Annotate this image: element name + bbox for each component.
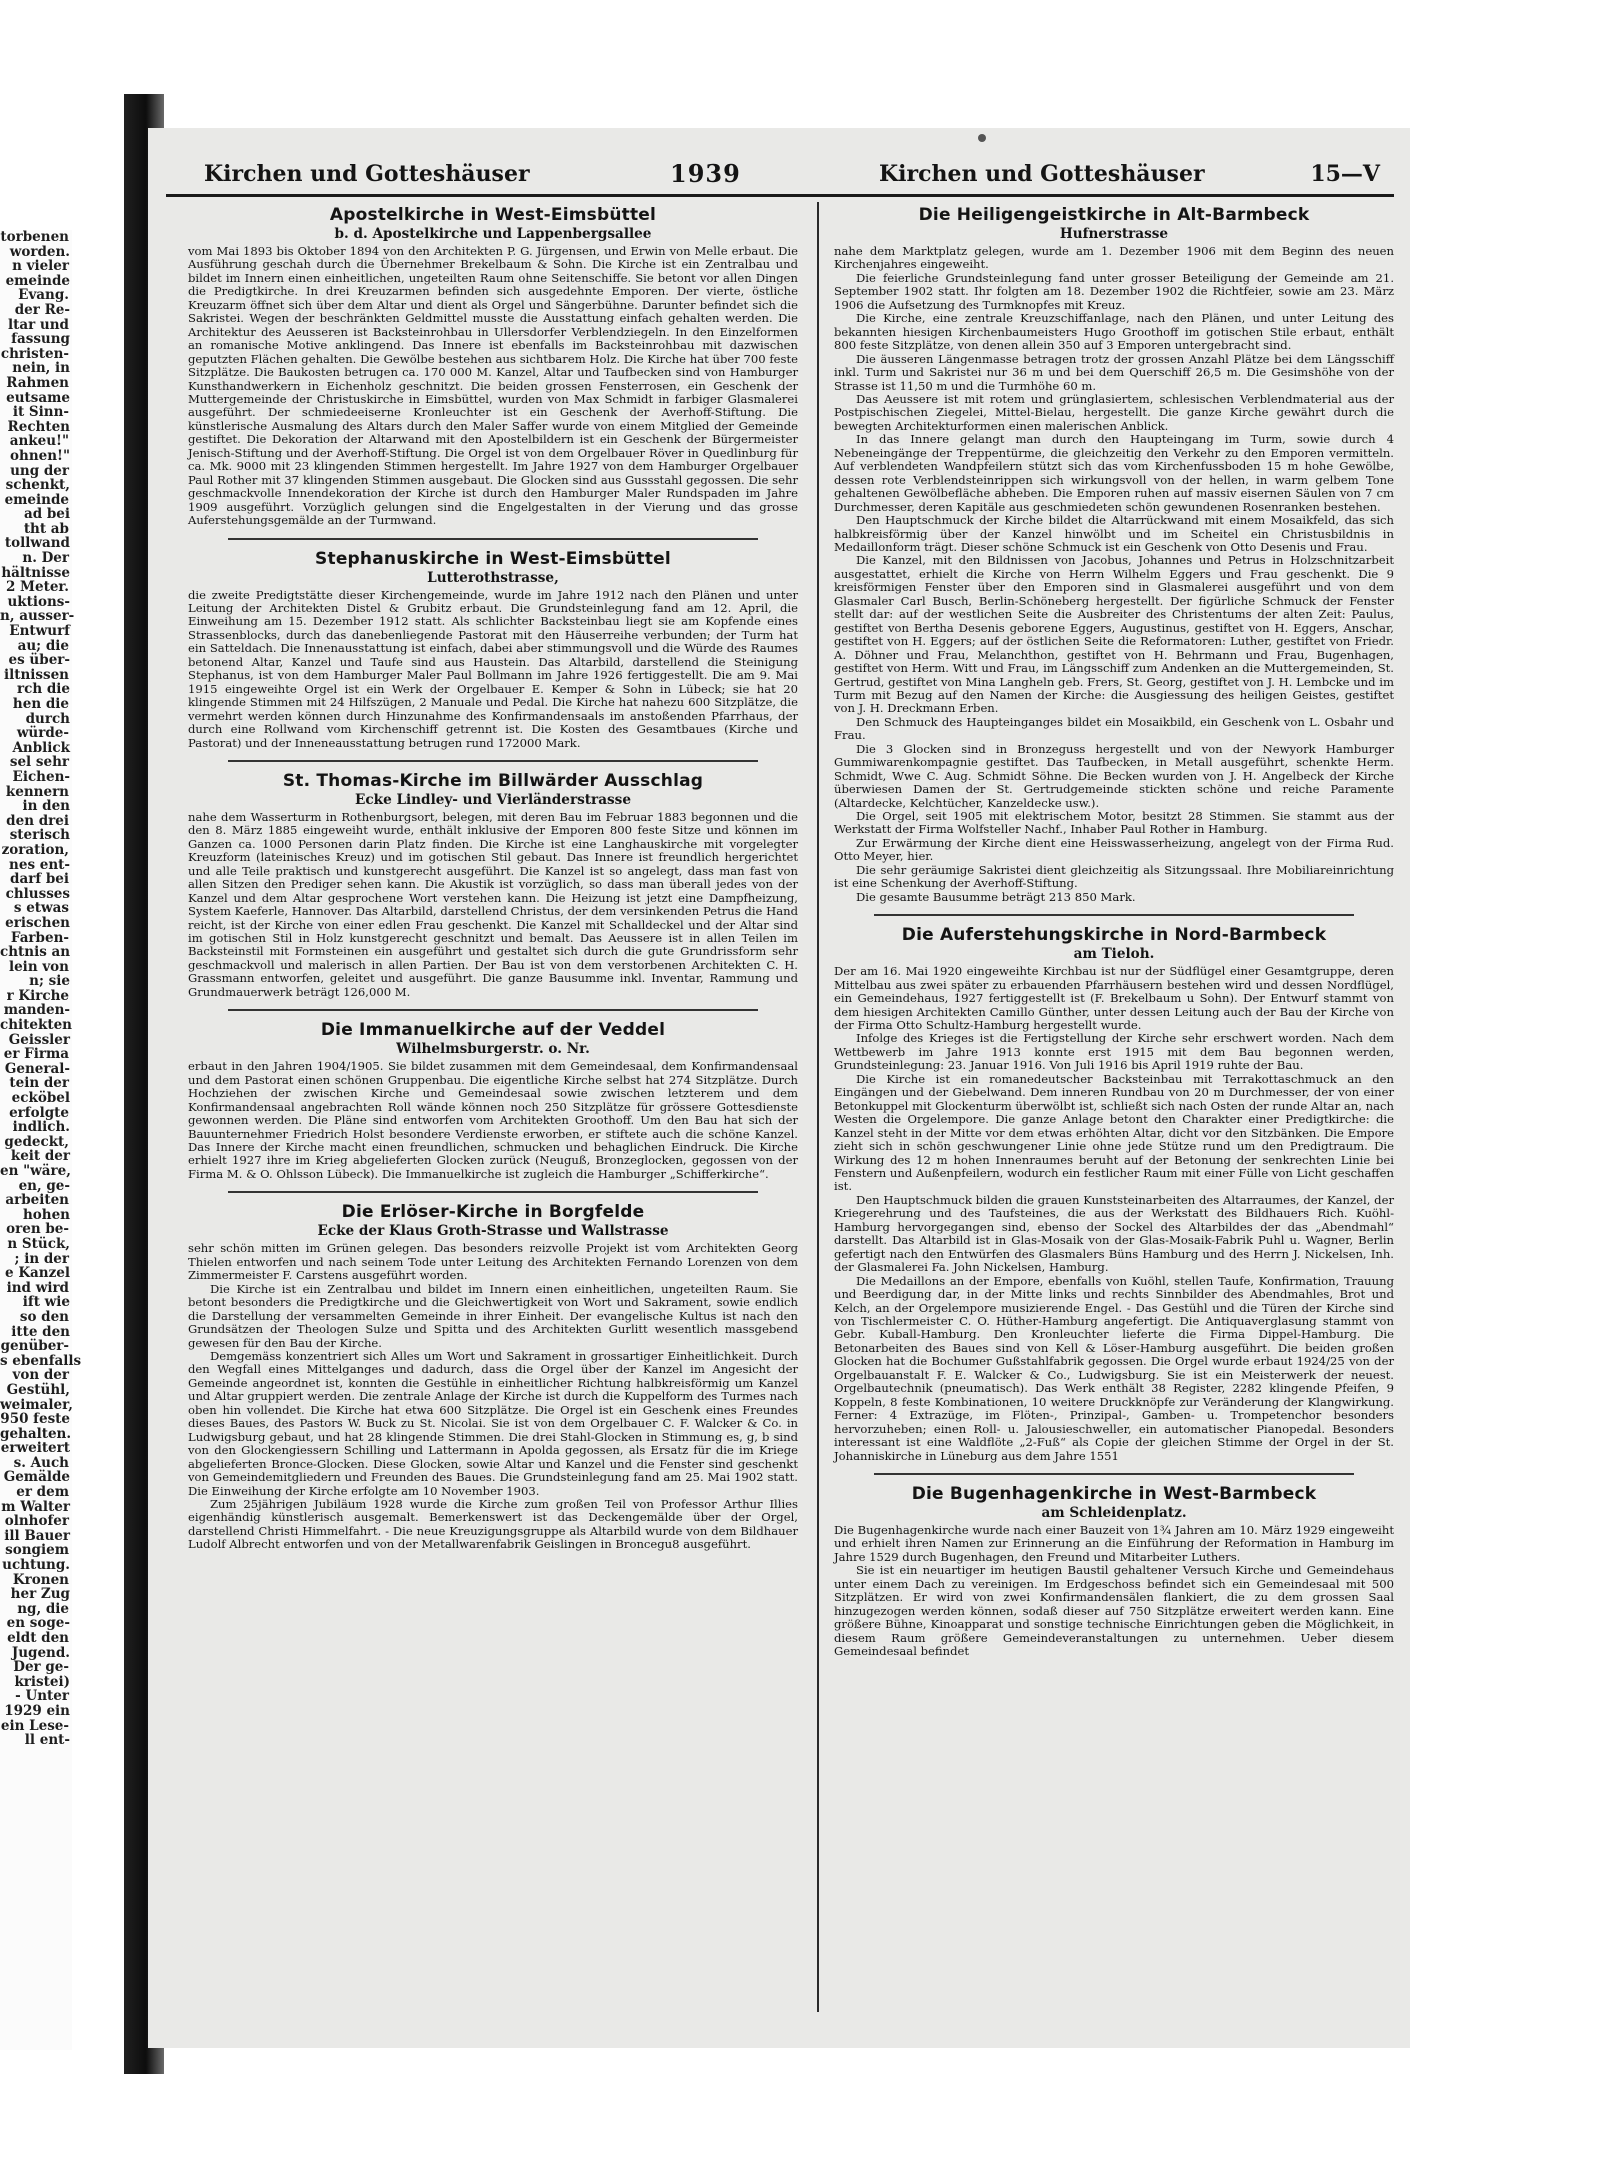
margin-fragment: indlich. — [12, 1119, 70, 1136]
margin-fragment: ; in der — [14, 1250, 69, 1267]
margin-fragment: tht ab — [23, 520, 69, 537]
margin-fragment: Gemälde — [3, 1469, 70, 1486]
article-title: Die Immanuelkirche auf der Veddel — [320, 1020, 666, 1041]
margin-fragment: keit der — [10, 1148, 70, 1165]
article-paragraph: die zweite Predigtstätte dieser Kirchengemeinde, wurde im Jahre 1912 nach den Plänen und unter Leitung der Architekten Distel & Grubitz erbaut. Die Grundsteinlegung fand am 12. April, die Einweihung am 15. Dezember 1912 statt. Als schlichter Backsteinbau liegt sie am Kopfende eines Strassenblocks, durch das danebenliegende Pastorat mit den Häuserreihe verbunden; der Turm hat ein Satteldach. Die Innenausstattung ist einfach, dabei aber stimmungsvoll und die Würde des Raumes betonend Altar, Kanzel und Taufe sind aus Haustein. Das Altarbild, darstellend die Steinigung Stephanus, ist von dem Hamburger Maler Paul Bollmann im Jahre 1926 fertiggestellt. Die am 9. Mai 1915 eingeweihte Orgel ist ein Werk der Orgelbauer E. Kemper & Sohn in Lübeck; sie hat 20 klingende Stimmen mit 24 Hilfszügen, 2 Manuale und Pedal. Die Kirche hat nahezu 600 Sitzplätze, die vermehrt werden können durch Hinzunahme des Konfirmandensaals im anstoßenden Pfarrhaus, der durch eine Rollwand vom Kirchenschiff getrennt ist. Die Kosten des Gesamtbaues (Kirche und Pastorat) und der Inneneausstattung betrugen rund 172000 Mark. — [188, 587, 798, 750]
margin-fragment: arbeiten — [5, 1192, 69, 1209]
margin-fragment: ift wie — [22, 1294, 70, 1311]
article-paragraph: Die sehr geräumige Sakristei dient gleichzeitig als Sitzungssaal. Ihre Mobiliareinrichtung ist eine Schenkung der Averhoff-Stiftung. — [834, 862, 1394, 891]
margin-fragment: uktions- — [7, 593, 70, 610]
margin-fragment: eldt den — [7, 1630, 69, 1646]
margin-fragment: nes ent- — [9, 856, 70, 873]
article-title: Die Bugenhagenkirche in West-Barmbeck — [911, 1483, 1317, 1504]
article-paragraph: Die feierliche Grundsteinlegung fand unter grosser Beteiligung der Gemeinde am 21. September 1902 statt. Ihr folgten am 18. Dezember 1902 die Richtfeier, sowie am 23. März 1906 die Aufsetzung des Turmknopfes mit Kreuz. — [834, 270, 1394, 312]
right-column — [834, 204, 1394, 2024]
margin-fragment: tollwand — [4, 535, 70, 552]
margin-fragment: genüber- — [0, 1338, 69, 1355]
article-separator — [228, 1191, 758, 1193]
margin-fragment: er Firma — [3, 1046, 69, 1063]
article-separator — [228, 1009, 758, 1011]
article-separator — [228, 760, 758, 762]
margin-fragment: ng, die — [17, 1600, 69, 1617]
margin-fragment: 950 feste — [0, 1411, 70, 1428]
article-separator — [228, 538, 758, 540]
margin-fragment: der Re- — [14, 301, 70, 318]
margin-fragment: gedeckt, — [4, 1133, 69, 1150]
margin-fragment: ill Bauer — [4, 1527, 70, 1544]
margin-fragment: r Kirche — [6, 987, 69, 1004]
article-paragraph: sehr schön mitten im Grünen gelegen. Das besonders reizvolle Projekt ist vom Architekten Georg Thielen entworfen und nach seinem Tode unter Leitung des Architekten Fernando Lorenzen von dem Zimmermeister F. Carstens ausgeführt worden. — [188, 1241, 798, 1283]
margin-fragment: en soge- — [6, 1615, 70, 1632]
article-body — [188, 1060, 798, 1181]
article-paragraph: Den Schmuck des Haupteinganges bildet ein Mosaikbild, ein Geschenk von L. Osbahr und Frau. — [834, 714, 1394, 743]
margin-fragment: fassung — [11, 331, 70, 348]
margin-fragment: ltar und — [8, 316, 69, 333]
margin-fragment: n vieler — [12, 258, 69, 275]
article-paragraph: nahe dem Marktplatz gelegen, wurde am 1. Dezember 1906 mit dem Beginn des neuen Kirchenjahres eingeweiht. — [834, 244, 1394, 272]
article-subtitle: Wilhelmsburgerstr. o. Nr. — [396, 1041, 590, 1058]
article-paragraph: erbaut in den Jahren 1904/1905. Sie bildet zusammen mit dem Gemeindesaal, dem Konfirmandensaal und dem Pastorat einen schönen Gruppenbau. Die eigentliche Kirche selbst hat 274 Sitzplätze. Durch Hochziehen der zwischen Kirche und Gemeindesaal sowie zwischen letzterem und dem Konfirmandensaal angebrachten Roll wände können noch 250 Sitzplätze für grössere Gottesdienste gewonnen werden. Die Pläne sind entworfen vom Architekten Groothoff. Um den Bau hat sich der Bauunternehmer Friedrich Holst besondere Verdienste erworben, er stiftete auch die schöne Kanzel. Das Innere der Kirche macht einen freundlichen, schmucken und behaglichen Eindruck. Die Kirche erhielt 1927 ihre im Krieg abgelieferten Glocken zurück (Neuguß, Bronzeglocken, gegossen von der Firma M. & O. Ohlsson Lübeck). Die Immanuelkirche ist zugleich die Hamburger „Schifferkirche“. — [188, 1059, 798, 1181]
header-year: 1939 — [670, 159, 741, 188]
margin-fragment: au; die — [17, 637, 69, 654]
running-header — [174, 160, 1390, 190]
margin-fragment: ind wird — [6, 1279, 69, 1296]
margin-fragment: kristei) — [14, 1673, 70, 1690]
margin-fragment: chlusses — [5, 885, 70, 902]
margin-fragment: n, ausser- — [0, 608, 75, 625]
article-paragraph: Die Bugenhagenkirche wurde nach einer Bauzeit von 1¾ Jahren am 10. März 1929 eingeweiht und erhielt ihren Namen zur Erinnerung an die Einführung der Reformation in Hamburg im Jahre 1529 durch Bugenhagen, den Freund und Mitarbeiter Luthers. — [834, 1522, 1394, 1564]
article-body — [188, 1242, 798, 1551]
header-left-title: Kirchen und Gotteshäuser — [204, 161, 530, 187]
column-divider — [817, 202, 819, 2012]
margin-fragment: kennern — [5, 783, 69, 800]
margin-fragment: Geissler — [8, 1031, 70, 1048]
margin-fragment: m Walter — [1, 1498, 70, 1515]
margin-fragment: Farben- — [10, 929, 69, 946]
margin-fragment: tein der — [9, 1075, 69, 1092]
article-subtitle: Ecke Lindley- und Vierländerstrasse — [355, 791, 631, 808]
margin-fragment: würde- — [16, 725, 69, 742]
article-paragraph: Das Aeussere ist mit rotem und grünglasiertem, schlesischen Verblendmaterial aus der Postpischischen Ziegelei, Mittel-Bielau, hergestellt. Die ganze Kirche gewährt durch die bewegten Architekturformen einen malerischen Anblick. — [834, 391, 1394, 433]
margin-fragment: oren be- — [6, 1221, 69, 1238]
margin-fragment: torbenen — [0, 229, 69, 245]
article-paragraph: Die Kirche ist ein Zentralbau und bildet im Innern einen einheitlichen, ungeteilten Raum. Sie betont besonders die Predigtkirche und die Gleichwertigkeit von Wort und Sakrament, sowie endlich die Darstellung der versammelten Gemeinde in ihrer Einheit. Der evangelische Kultus ist nach den Grundsätzen der Theologen Sulze und Spitta und des Architekten Gurlitt wesentlich massgebend gewesen für den Bau der Kirche. — [188, 1281, 798, 1350]
article-body — [188, 245, 798, 528]
left-column — [188, 204, 798, 2024]
margin-fragment: en "wäre, — [0, 1163, 71, 1179]
margin-fragment: hältnisse — [1, 564, 70, 581]
margin-fragment: darf bei — [10, 871, 69, 888]
margin-fragment: hen die — [12, 696, 69, 712]
article-title: St. Thomas-Kirche im Billwärder Ausschlag — [282, 770, 704, 791]
article-paragraph: vom Mai 1893 bis Oktober 1894 von den Architekten P. G. Jürgensen, und Erwin von Melle erbaut. Die Ausführung geschah durch die Übernehmer Brekelbaum & Sohn. Die Kirche ist ein Zentralbau und bildet im Innern einen einheitlichen, ungeteilten Raum ohne Seitenschiffe. Sie betont vor allen Dingen die Predigtkirche. In drei Kreuzarmen befinden sich ausgedehnte Emporen. Der vierte, östliche Kreuzarm öffnet sich über dem Altar und dient als Orgel und Sängerbühne. Darunter befindet sich die Sakristei. Wegen der beschränkten Geldmittel musste die Ausstattung einfach gehalten werden. Die Architektur des Aeusseren ist Backsteinrohbau in Ullersdorfer Verblendziegeln. In den Einzelformen an romanische Motive anklingend. Das Innere ist ebenfalls im Backsteinrohbau mit dazwischen geputzten Flächen gehalten. Die Gewölbe bestehen aus sichtbarem Holz. Die Kirche hat über 700 feste Sitzplätze. Die Baukosten betrugen ca. 170 000 M. Kanzel, Altar und Taufbecken sind von Hamburger Kunsthandwerkern in Eichenholz geschnitzt. Die beiden grossen Fensterrosen, ein Geschenk der Muttergemeinde der Christuskirche in Eimsbüttel, wurden von Max Schmidt in farbiger Glasmalerei ausgeführt. Der schmiedeeiserne Kronleuchter ist ein Geschenk der Averhoff-Stiftung. Die künstlerische Ausmalung des Altars durch den Maler Saffer wurde von einem Mitglied der Gemeinde gestiftet. Die Dekoration der Altarwand mit den Apostelbildern ist ein Geschenk der Bürgermeister Jenisch-Stiftung und der Averhoff-Stiftung. Die Orgel ist von dem Orgelbauer Röver in Quedlinburg für ca. Mk. 9000 mit 23 klingenden Stimmen hergestellt. Im Jahre 1927 von dem Hamburger Orgelbauer Paul Rother mit 37 klingenden Stimmen ausgebaut. Die Glocken sind aus Gussstahl gegossen. Die sehr geschmackvolle Innendekoration der Kirche ist durch den Hamburger Maler Rundspaden im Jahre 1909 ausgeführt. Vorzüglich gelungen sind die Engelgestalten in der Vierung und das grosse Auferstehungsgemälde an der Turmwand. — [188, 244, 798, 528]
article — [834, 204, 1394, 904]
margin-fragment: ad bei — [23, 506, 70, 523]
article-paragraph: Die Orgel, seit 1905 mit elektrischem Motor, besitzt 28 Stimmen. Sie stammt aus der Werkstatt der Firma Wolfsteller Nachf., Inhaber Paul Rother in Hamburg. — [834, 809, 1394, 837]
article-title: Die Heiligengeistkirche in Alt-Barmbeck — [918, 205, 1310, 225]
margin-fragment: in den — [22, 798, 70, 815]
margin-fragment: Der ge- — [13, 1659, 69, 1676]
margin-fragment: Kronen — [12, 1571, 69, 1588]
article-body — [834, 965, 1394, 1463]
margin-fragment: er dem — [16, 1484, 69, 1501]
margin-fragment: gehalten. — [0, 1425, 72, 1442]
article — [188, 760, 798, 999]
margin-fragment: chtnis an — [0, 944, 71, 961]
margin-fragment: itte den — [11, 1323, 70, 1340]
margin-fragment: erweitert — [0, 1440, 70, 1457]
margin-fragment: uchtung. — [2, 1557, 70, 1574]
margin-fragment: emeinde — [4, 491, 69, 508]
margin-fragment: chitekten — [0, 1017, 72, 1034]
article-paragraph: Die Kanzel, mit den Bildnissen von Jacobus, Johannes und Petrus in Holzschnitzarbeit ausgestattet, erhielt die Kirche von Herrn Wilhelm Eggers und Frau geschenkt. Die 9 kreisförmigen Fenster über den Emporen sind in Glasmalerei ausgeführt und von dem Glasmaler Carl Busch, Berlin-Schöneberg hergestellt. Der figürliche Schmuck der Fenster stellt dar: auf der westlichen Seite die Ausbreiter des Christentums der alten Zeit: Paulus, gestiftet von Bertha Desenis geborene Eggers, Augustinus, gestiftet von H. Eggers, Anschar, gestiftet von H. Eggers; auf der östlichen Seite die Reformatoren: Luther, gestiftet von Friedr. A. Döhner und Frau, Melanchthon, gestiftet von H. Behrmann und Frau, Bugenhagen, gestiftet von Herm. Witt und Frau, im Längsschiff zum Andenken an die Muttergemeinden, St. Gertrud, gestiftet von Mina Langheln geb. Frers, St. Georg, gestiftet von J. H. Lembcke und im Turm mit Bezug auf den Namen der Kirche: die Ausgiessung des heiligen Geistes, gestiftet von J. H. Dreckmann Erben. — [834, 553, 1394, 716]
margin-fragment: erfolgte — [9, 1104, 69, 1121]
margin-fragment: sterisch — [9, 827, 70, 844]
margin-fragment: n Stück, — [7, 1235, 70, 1252]
article-paragraph: Infolge des Krieges ist die Fertigstellung der Kirche sehr erschwert worden. Nach dem Wettbewerb im Jahre 1913 konnte erst 1915 mit dem Bau begonnen werden, Grundsteinlegung: 23. Januar 1916. Von Juli 1916 bis April 1919 ruhte der Bau. — [834, 1031, 1394, 1073]
article — [188, 538, 798, 750]
margin-fragment: zoration, — [1, 841, 69, 858]
header-rule — [166, 194, 1394, 197]
article-paragraph: Der am 16. Mai 1920 eingeweihte Kirchbau ist nur der Südflügel einer Gesamtgruppe, deren Mittelbau aus zwei später zu erbauenden Pfarrhäusern bestehen wird und dessen Nordflügel, ein Gemeindehaus, 1927 fertiggestellt ist (F. Brekelbaum u Sohn). Der Entwurf stammt von dem hiesigen Architekten Camillo Günther, unter dessen Leitung auch der Bau der Kirche von der Firma Otto Schultz-Hamburg hergestellt wurde. — [834, 964, 1394, 1033]
margin-fragment: Rahmen — [6, 374, 69, 391]
article-paragraph: Die 3 Glocken sind in Bronzeguss hergestellt und von der Newyork Hamburger Gummiwarenkompagnie gestiftet. Das Taufbecken, in Metall ausgeführt, schenkte Herm. Schmidt, Wwe C. Aug. Schmidt Söhne. Die Becken wurden von J. H. Angelbeck der Kirche überwiesen Damen der St. Gertrudgemeinde stickten schöne und reiche Paramente (Altardecke, Kelchtücher, Kanzeldecke usw.). — [834, 741, 1394, 810]
article-separator — [874, 1473, 1354, 1475]
margin-fragment: schenkt, — [5, 477, 70, 494]
article-paragraph: Die Medaillons an der Empore, ebenfalls von Kuöhl, stellen Taufe, Konfirmation, Trauung und Beerdigung dar, in der Mitte links und rechts Sinnbilder des Abendmahles, Brot und Kelch, an der Orgelempore musizierende Engel. - Das Gestühl und die Türen der Kirche sind von Tischlermeister C. O. Hüther-Hamburg angefertigt. Die Antiquaverglasung stammt von Gebr. Kuball-Hamburg. Den Kronleuchter lieferte die Firma Dippel-Hamburg. Die Betonarbeiten des Baues sind von Kell & Löser-Hamburg ausgeführt. Die beiden großen Glocken hat die Bochumer Gußstahlfabrik gegossen. Die Orgel wurde erbaut 1924/25 von der Orgelbauanstalt F. E. Walcker & Co., Ludwigsburg. Sie ist ein Meisterwerk der neuest. Orgelbautechnik (pneumatisch). Das Werk enthält 38 Register, 2282 klingende Pfeifen, 9 Koppeln, 8 feste Kombinationen, 10 weitere Druckknöpfe zur Veränderung der Klangwirkung. Ferner: 4 Extrazüge, im Flöten-, Prinzipal-, Gamben- u. Trompetenchor besonders hervorzuheben; einen Roll- u. Jalousieschweller, ein automatischer Pianopedal. Besonders interessant ist eine Waldflöte „2-Fuß“ als Copie der gleichen Stimme der Orgel in der St. Johanniskirche in Lüneburg aus dem Jahre 1551 — [834, 1273, 1394, 1463]
ink-dot — [978, 134, 986, 142]
adjacent-page-fragment — [0, 229, 82, 2050]
article-body — [188, 589, 798, 750]
margin-fragment: den drei — [6, 812, 69, 829]
margin-fragment: n. Der — [22, 550, 69, 567]
margin-fragment: Evang. — [18, 287, 69, 304]
article-subtitle: Ecke der Klaus Groth-Strasse und Wallstrasse — [317, 1223, 669, 1240]
margin-fragment: 1929 ein — [4, 1702, 70, 1719]
margin-fragment: eutsame — [6, 389, 70, 406]
article-title: Stephanuskirche in West-Eimsbüttel — [315, 548, 671, 569]
article-body — [834, 1524, 1394, 1659]
margin-fragment: General- — [4, 1060, 70, 1077]
margin-fragment: durch — [25, 710, 70, 727]
article-separator — [874, 914, 1354, 916]
margin-fragment: es über- — [8, 652, 70, 669]
article-subtitle: am Schleidenplatz. — [1041, 1504, 1187, 1521]
margin-fragment: ung der — [10, 462, 69, 479]
margin-fragment: manden- — [3, 1002, 70, 1019]
article-paragraph: In das Innere gelangt man durch den Haupteingang im Turm, sowie durch 4 Nebeneingänge der Treppentürme, die gleichzeitig den Verkehr zu den Emporen vermitteln. Auf verblendeten Wandpfeilern stützt sich das vom Kirchenfussboden 15 m hohe Gewölbe, dessen rote Verblendsteinrippen sich wirkungsvoll von der hellen, in warm gelbem Tone gehaltenen Gewölbefläche abheben. Die Emporen ruhen auf massiv eisernen Säulen von 7 cm Durchmesser, deren Kapitäle aus geschmiedeten schön gewundenen Rosenranken bestehen. — [834, 432, 1394, 514]
margin-fragment: s etwas — [13, 900, 69, 917]
article-paragraph: Demgemäss konzentriert sich Alles um Wort und Sakrament in grossartiger Einheitlichkeit. Durch den Wegfall eines Mittelganges und dadurch, dass die Orgel über der Kanzel im Angesicht der Gemeinde angeordnet ist, konnten die Gestühle in einheitlicher Richtung halbkreisförmig um Kanzel und Altar gruppiert werden. Die zentrale Anlage der Kirche ist durch die Kuppelform des Turmes nach oben hin vollendet. Die Kirche hat etwa 600 Sitzplätze. Die Orgel ist ein Geschenk eines Freundes dieses Baues, des Pastors W. Buck zu St. Nicolai. Sie ist von dem Orgelbauer C. F. Walcker & Co. in Ludwigsburg gebaut, und hat 28 klingende Stimmen. Die drei Stahl-Glocken in Stimmung es, g, b sind von den Glockengiessern Schilling und Lattermann in Apolda gegossen, als Ersatz für die im Kriege abgelieferten Bronce-Glocken. Diese Glocken, sowie Altar und Kanzel und die Fenster sind geschenkt von Gemeindemitgliedern und Freunden des Baues. Die Grundsteinlegung fand am 25. Mai 1902 statt. Die Einweihung der Kirche erfolgte am 10 November 1903. — [188, 1349, 798, 1498]
page-number: 15—V — [1310, 161, 1380, 187]
article-paragraph: Zur Erwärmung der Kirche dient eine Heisswasserheizung, angelegt von der Firma Rud. Otto Meyer, hier. — [834, 835, 1394, 864]
article — [188, 204, 798, 528]
margin-fragment: erischen — [5, 914, 70, 931]
margin-fragment: emeinde — [5, 272, 70, 289]
margin-fragment: it Sinn- — [12, 404, 69, 421]
margin-fragment: ll ent- — [24, 1732, 70, 1749]
margin-fragment: rch die — [16, 681, 70, 698]
margin-fragment: Rechten — [7, 418, 70, 435]
margin-fragment: hohen — [22, 1206, 70, 1223]
margin-fragment: weimaler, — [0, 1396, 73, 1413]
margin-fragment: n; sie — [29, 973, 70, 990]
margin-fragment: ecköbel — [11, 1090, 70, 1107]
margin-fragment: e Kanzel — [5, 1265, 70, 1282]
margin-fragment: ankeu!" — [9, 433, 69, 450]
margin-fragment: von der — [12, 1367, 69, 1384]
article-paragraph: Sie ist ein neuartiger im heutigen Baustil gehaltener Versuch Kirche und Gemeindehaus unter einem Dach zu vereinigen. Im Erdgeschoss befindet sich ein Gemeindesaal mit 500 Sitzplätzen. Er wird von zwei Konfirmandensälen flankiert, die zu dem grossen Saal hinzugezogen werden können, sodaß dieser auf 750 Sitzplätze erweitert werden kann. Eine größere Bühne, Kinoapparat und sonstige technische Einrichtungen geben die Möglichkeit, in diesem Raum größere Gemeindeveranstaltungen zu unternehmen. Ueber diesem Gemeindesaal befindet — [834, 1563, 1394, 1659]
article-title: Apostelkirche in West-Eimsbüttel — [329, 205, 657, 225]
article-subtitle: Hufnerstrasse — [1059, 226, 1169, 242]
margin-fragment: Jugend. — [11, 1644, 70, 1661]
margin-fragment: Anblick — [12, 739, 70, 756]
margin-fragment: iltnissen — [3, 666, 69, 683]
margin-fragment: Entwurf — [9, 623, 70, 640]
margin-fragment: her Zug — [10, 1586, 70, 1603]
article-paragraph: Den Hauptschmuck bilden die grauen Kunststeinarbeiten des Altarraumes, der Kanzel, der Kriegerehrung und des Taufsteines, die aus der Werkstatt des Bildhauers Rich. Kuöhl-Hamburg hervorgegangen sind, ebenso der Sockel des Altarbildes der das „Abendmahl“ darstellt. Das Altarbild ist in Glas-Mosaik von der Glas-Mosaik-Fabrik Puhl u. Wagner, Berlin gefertigt nach den Entwürfen des Glasmalers Büns Hamburg und des Herrn J. Nickelsen, Inh. der Glasmalerei Fa. John Nickelsen, Hamburg. — [834, 1192, 1394, 1275]
newspaper-page — [148, 128, 1410, 2048]
article-subtitle: b. d. Apostelkirche und Lappenbergsallee — [334, 226, 652, 242]
header-right-title: Kirchen und Gotteshäuser — [879, 161, 1205, 187]
margin-fragment: en, ge- — [18, 1177, 70, 1194]
article-title: Die Erlöser-Kirche in Borgfelde — [341, 1202, 645, 1223]
margin-fragment: Gestühl, — [6, 1381, 70, 1398]
article — [188, 1009, 798, 1181]
article-paragraph: Die äusseren Längenmasse betragen trotz der grossen Anzahl Plätze bei dem Längsschiff inkl. Turm und Sakristei nur 36 m und bei dem Querschiff 26,5 m. Die Gesimshöhe von der Strasse ist 11,50 m und die Turmhöhe 60 m. — [834, 351, 1394, 393]
article-subtitle: am Tieloh. — [1073, 946, 1155, 963]
margin-fragment: christen- — [0, 345, 69, 362]
margin-fragment: s. Auch — [13, 1454, 69, 1471]
article — [834, 914, 1394, 1463]
article-title: Die Auferstehungskirche in Nord-Barmbeck — [901, 925, 1327, 946]
margin-fragment: songiem — [5, 1542, 69, 1559]
article-subtitle: Lutterothstrasse, — [427, 569, 559, 586]
article — [188, 1191, 798, 1551]
article-paragraph: Die Kirche ist ein romanedeutscher Backsteinbau mit Terrakottaschmuck an den Eingängen und der Giebelwand. Dem inneren Rundbau von 20 m Durchmesser, der von einer Betonkuppel mit Glockenturm überwölbt ist, schließt sich nach Osten der runde Altar an, nach Westen die Orgelempore. Die ganze Anlage betont den Charakter einer Predigtkirche: die Kanzel steht in der Mitte vor dem etwas erhöhten Altar, dicht vor den Sitzbänken. Die Empore zieht sich in schön geschwungener Linie ohne jede Stütze rund um den Predigtraum. Die Wirkung des 12 m hohen Innenraumes beruht auf der Betonung der senkrechten Linie bei Fenstern und Außenpfeilern, wodurch ein festlicher Raum mit einer Fülle von Licht geschaffen ist. — [834, 1071, 1394, 1194]
article-paragraph: nahe dem Wasserturm in Rothenburgsort, belegen, mit deren Bau im Februar 1883 begonnen und die den 8. März 1885 eingeweiht wurde, enthält inklusive der Emporen 800 feste Sitze und können im Ganzen ca. 1000 Personen darin Platz finden. Die Kirche ist eine Langhauskirche mit vorgelegter Kreuzform (lateinisches Kreuz) und im gotischen Stil gebaut. Das Innere ist freundlich hergerichtet und alle Teile praktisch und kunstgerecht ausgeführt. Die Kanzel ist so angelegt, dass man fast von allen Sitzen den Prediger sehen kann. Die Akustik ist vorzüglich, so dass man überall jedes von der Kanzel und dem Altar gesprochene Wort verstehen kann. Die Heizung ist jetzt eine Dampfheizung, System Kaeferle, Hannover. Das Altarbild, darstellend Christus, der dem versinkenden Petrus die Hand reicht, ist der Kirche von einer edlen Frau geschenkt. Die Kanzel mit Schalldeckel und der Altar sind im gotischen Stil in Holz kunstgerecht geschnitzt und bemalt. Das Aeussere ist in allen Teilen im Backsteinstil mit Formsteinen ein ausgeführt und gestaltet sich durch die gute Grundrissform sehr geschmackvoll und malerisch in allen Partien. Der Bau ist von dem verstorbenen Architekten C. H. Grassmann entworfen, geleitet und ausgeführt. Die ganze Bausumme inkl. Inventar, Rammung und Grundmauerwerk beträgt 126,000 M. — [188, 809, 798, 999]
margin-fragment: ohnen!" — [10, 447, 70, 464]
article — [834, 1473, 1394, 1659]
article-paragraph: Die gesamte Bausumme beträgt 213 850 Mark. — [856, 889, 1136, 904]
margin-fragment: sel sehr — [9, 754, 69, 771]
margin-fragment: olnhofer — [4, 1513, 69, 1530]
article-paragraph: Den Hauptschmuck der Kirche bildet die Altarrückwand mit einem Mosaikfeld, das sich halbkreisförmig über der Kanzel hinwölbt und im Scheitel ein Christusbildnis in Medaillonform trägt. Dieser schöne Schmuck ist ein Geschenk von Otto Desenis und Frau. — [834, 513, 1394, 554]
article-paragraph: Die Kirche, eine zentrale Kreuzschiffanlage, nach den Plänen, und unter Leitung des bekannten hiesigen Kirchenbaumeisters Hugo Groothoff im gotischen Stile erbaut, enthält 800 feste Sitzplätze, von denen allein 350 auf 3 Emporen untergebracht sind. — [834, 311, 1394, 353]
margin-fragment: 2 Meter. — [5, 579, 69, 596]
margin-fragment: worden. — [9, 243, 70, 260]
margin-fragment: s ebenfalls — [0, 1352, 82, 1369]
margin-fragment: - Unter — [15, 1688, 69, 1705]
margin-fragment: so den — [19, 1308, 69, 1325]
article-body — [188, 811, 798, 999]
margin-fragment: lein von — [8, 958, 69, 975]
article-paragraph: Zum 25jährigen Jubiläum 1928 wurde die Kirche zum großen Teil von Professor Arthur Illies eigenhändig künstlerisch ausgemalt. Bemerkenswert ist das Deckengemälde über der Orgel, darstellend Christi Himmelfahrt. - Die neue Kreuzigungsgruppe als Altarbild wurde von dem Bildhauer Ludolf Albrecht entworfen und von der Metallwarenfabrik Geislingen in Broncegu8 ausgeführt. — [188, 1496, 798, 1552]
margin-fragment: nein, in — [12, 360, 70, 377]
margin-fragment: Eichen- — [12, 768, 70, 785]
margin-fragment: ein Lese- — [0, 1717, 69, 1734]
article-body — [834, 245, 1394, 904]
